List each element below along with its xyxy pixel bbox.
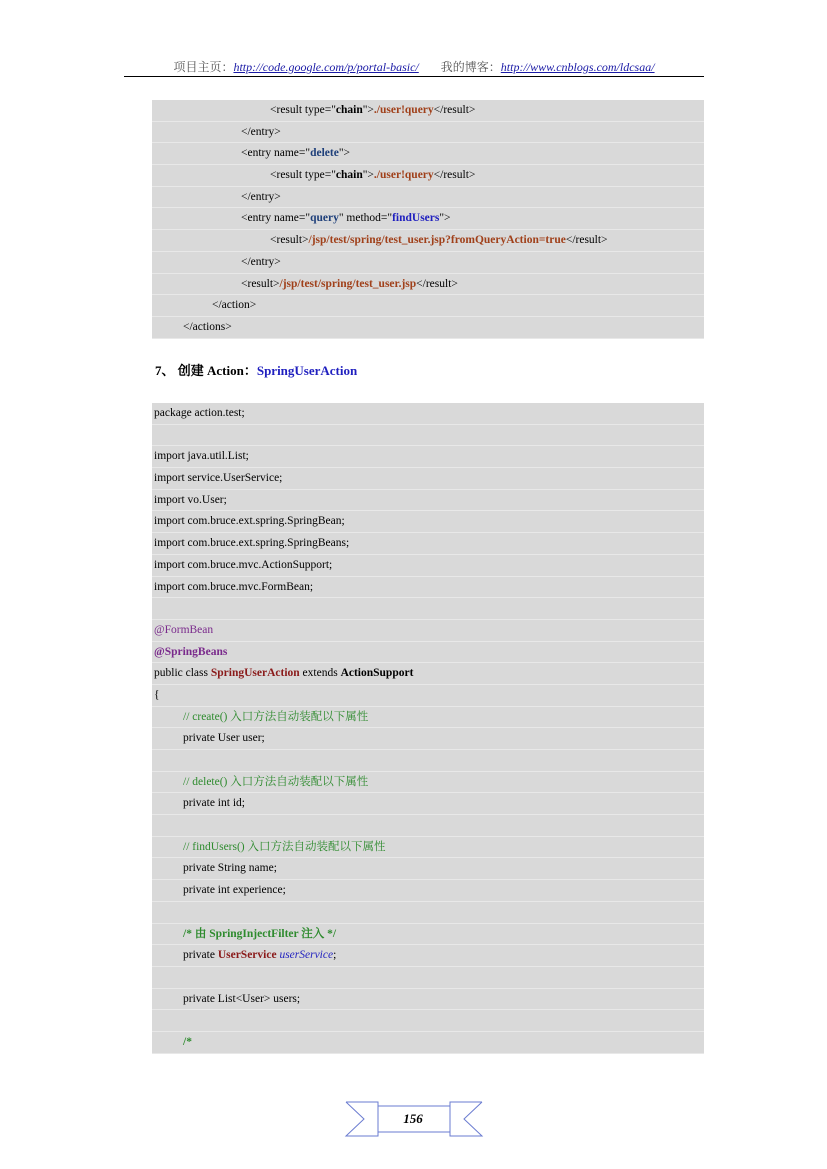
- code-line: </entry>: [152, 187, 704, 209]
- page-header: [124, 58, 704, 77]
- blog-label: 我的博客：: [440, 60, 501, 74]
- code-line: package action.test;: [152, 403, 704, 425]
- code-line: <result>/jsp/test/spring/test_user.jsp</result>: [152, 274, 704, 296]
- code-line-blank: [152, 815, 704, 837]
- code-line: public class SpringUserAction extends ActionSupport: [152, 663, 704, 685]
- page-number: 156: [403, 1111, 423, 1126]
- code-line-blank: [152, 598, 704, 620]
- blog-link[interactable]: http://www.cnblogs.com/ldcsaa/: [500, 60, 655, 74]
- code-line: </entry>: [152, 122, 704, 144]
- section-class-name: SpringUserAction: [256, 363, 358, 378]
- code-line: private int experience;: [152, 880, 704, 902]
- java-code-block: [152, 403, 704, 1054]
- code-line: import com.bruce.ext.spring.SpringBean;: [152, 511, 704, 533]
- code-line-blank: [152, 1010, 704, 1032]
- code-comment: /* 由 SpringInjectFilter 注入 */: [152, 924, 704, 946]
- code-line: import com.bruce.ext.spring.SpringBeans;: [152, 533, 704, 555]
- code-line: import service.UserService;: [152, 468, 704, 490]
- code-line-blank: [152, 425, 704, 447]
- code-line: import vo.User;: [152, 490, 704, 512]
- home-link[interactable]: http://code.google.com/p/portal-basic/: [233, 60, 419, 74]
- code-comment: /*: [152, 1032, 704, 1054]
- code-line: <entry name="delete">: [152, 143, 704, 165]
- code-line: private int id;: [152, 793, 704, 815]
- code-line: private UserService userService;: [152, 945, 704, 967]
- code-line: </actions>: [152, 317, 704, 339]
- code-line: import com.bruce.mvc.FormBean;: [152, 577, 704, 599]
- code-line: {: [152, 685, 704, 707]
- code-line: private User user;: [152, 728, 704, 750]
- code-line-blank: [152, 967, 704, 989]
- code-line: </action>: [152, 295, 704, 317]
- home-label: 项目主页：: [173, 60, 234, 74]
- code-line-blank: [152, 750, 704, 772]
- code-line: <result type="chain">./user!query</result>: [152, 165, 704, 187]
- code-line: import com.bruce.mvc.ActionSupport;: [152, 555, 704, 577]
- page-footer: [340, 1098, 488, 1140]
- code-comment: // findUsers() 入口方法自动装配以下属性: [152, 837, 704, 859]
- code-line: <entry name="query" method="findUsers">: [152, 208, 704, 230]
- section-heading: [155, 362, 357, 380]
- code-line: </entry>: [152, 252, 704, 274]
- section-prefix: 7、 创建 Action：: [155, 363, 257, 378]
- code-line: private List<User> users;: [152, 989, 704, 1011]
- code-line: private String name;: [152, 858, 704, 880]
- code-line-blank: [152, 902, 704, 924]
- code-line: @FormBean: [152, 620, 704, 642]
- code-comment: // delete() 入口方法自动装配以下属性: [152, 772, 704, 794]
- xml-code-block: [152, 100, 704, 339]
- code-line: <result>/jsp/test/spring/test_user.jsp?fromQueryAction=true</result>: [152, 230, 704, 252]
- code-line: import java.util.List;: [152, 446, 704, 468]
- code-comment: // create() 入口方法自动装配以下属性: [152, 707, 704, 729]
- code-line: @SpringBeans: [152, 642, 704, 664]
- code-line: <result type="chain">./user!query</result>: [152, 100, 704, 122]
